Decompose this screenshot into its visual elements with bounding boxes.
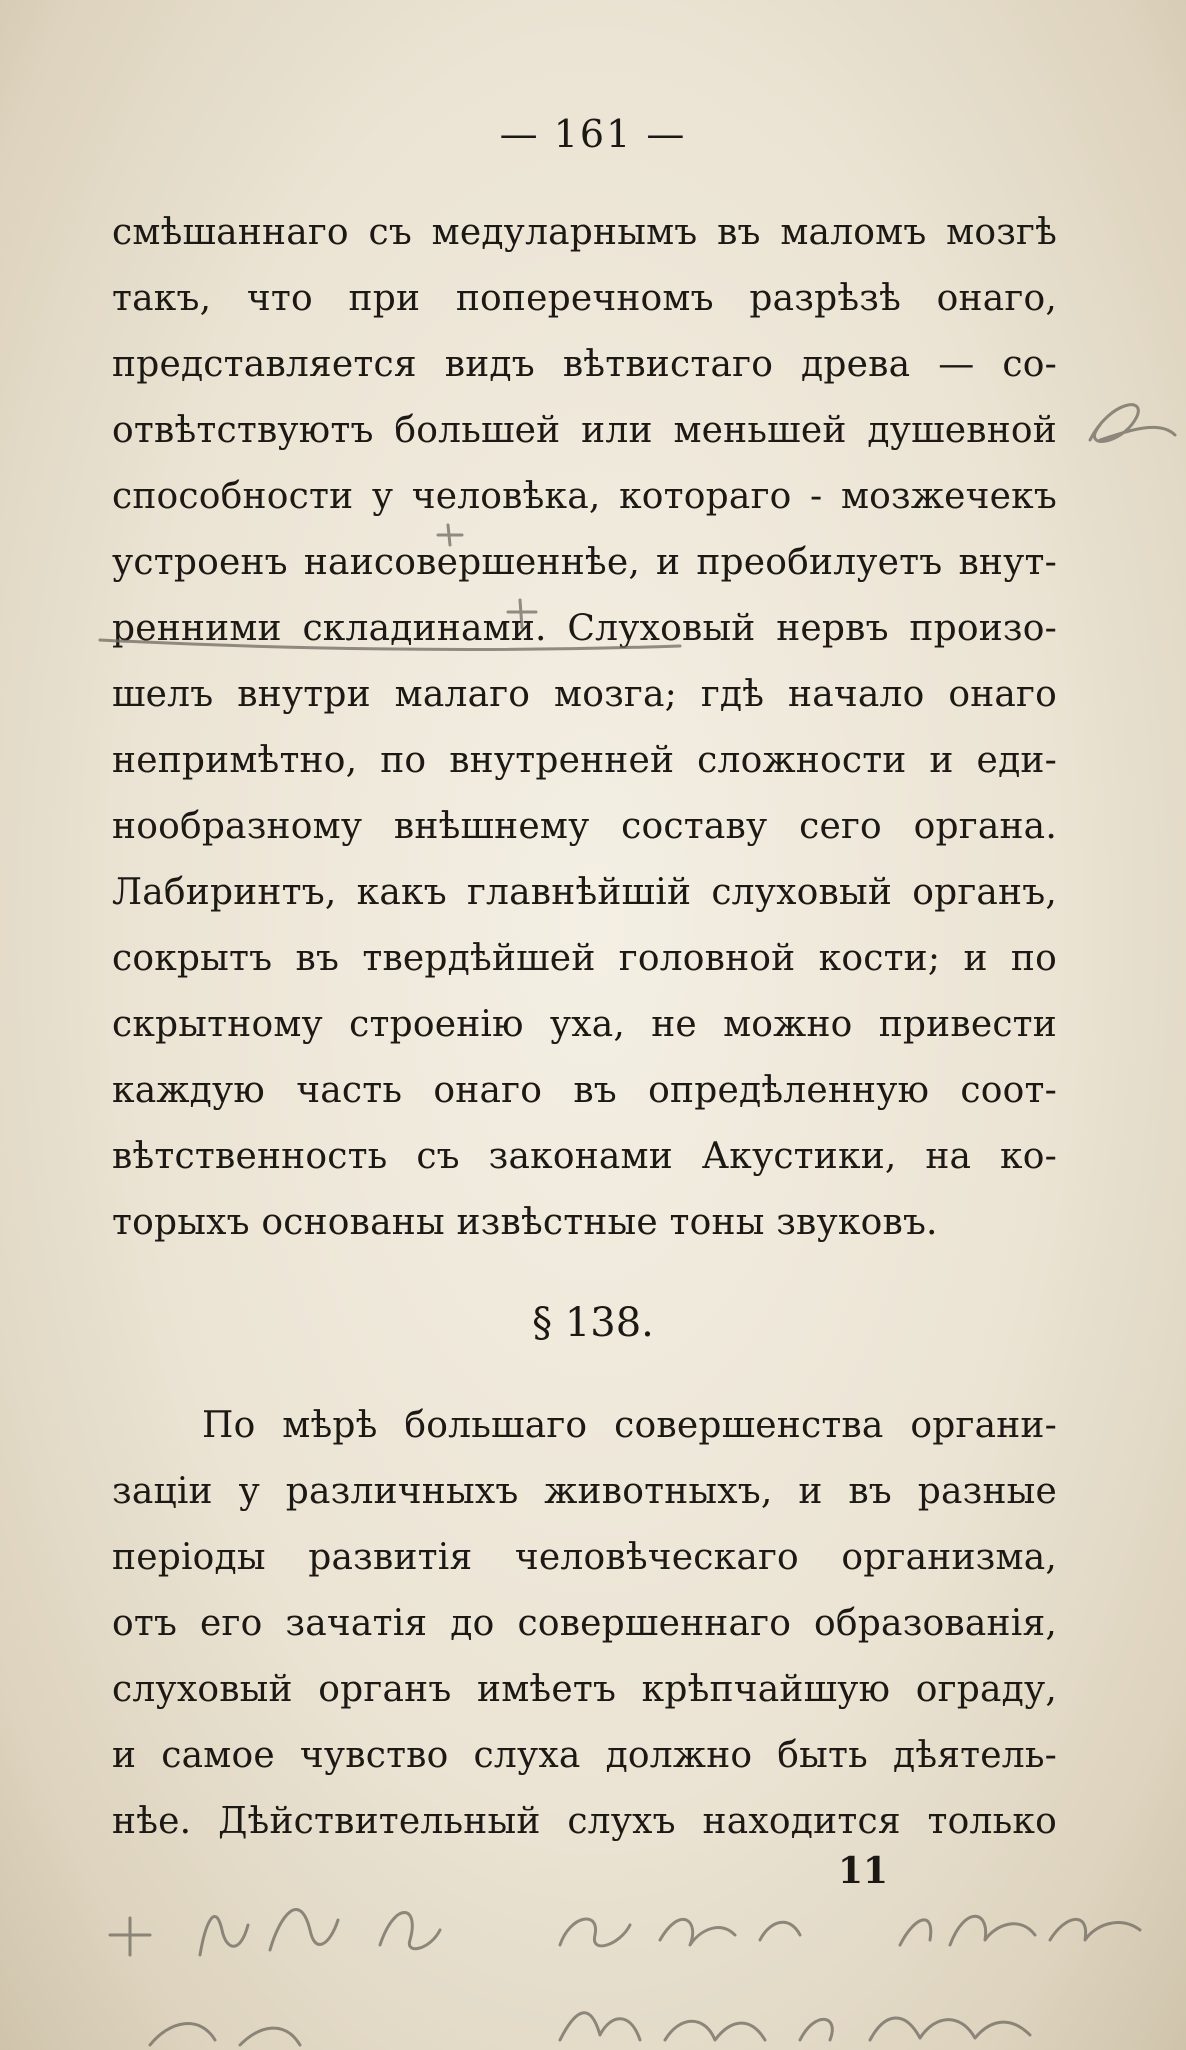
text-line: слуховый органъ имѣетъ крѣпчайшую ограду, bbox=[112, 1669, 1057, 1710]
text-line: ренними складинами. Слуховый нервъ произо- bbox=[112, 608, 1057, 649]
text-line: періоды развитія человѣческаго организма, bbox=[112, 1537, 1057, 1578]
text-line: нѣе. Дѣйствительный слухъ находится только bbox=[112, 1801, 1057, 1842]
text-line: способности у человѣка, котораго - мозжечекъ bbox=[112, 476, 1057, 517]
text-line: торыхъ основаны извѣстные тоны звуковъ. bbox=[112, 1202, 938, 1243]
text-line: отъ его зачатія до совершеннаго образованія, bbox=[112, 1603, 1057, 1644]
text-line: Лабиринтъ, какъ главнѣйшій слуховый органъ, bbox=[112, 872, 1057, 913]
handwritten-note bbox=[150, 2013, 1030, 2045]
text-line: скрытному строенію уха, не можно привести bbox=[112, 1004, 1057, 1045]
signature-mark: 11 bbox=[838, 1850, 889, 1892]
text-line: вѣтственность съ законами Акустики, на ко- bbox=[112, 1136, 1057, 1177]
text-line: и самое чувство слуха должно быть дѣятель- bbox=[112, 1735, 1057, 1776]
handwritten-note bbox=[110, 1910, 1140, 1955]
margin-squiggle bbox=[1090, 405, 1175, 442]
text-line: отвѣтствуютъ большей или меньшей душевной bbox=[112, 410, 1057, 451]
text-line: непримѣтно, по внутренней сложности и еди- bbox=[112, 740, 1057, 781]
text-line: шелъ внутри малаго мозга; гдѣ начало онаго bbox=[112, 674, 1057, 715]
paragraph-continued bbox=[112, 200, 1057, 1256]
text-line: нообразному внѣшнему составу сего органа. bbox=[112, 806, 1057, 847]
text-line: заціи у различныхъ животныхъ, и въ разные bbox=[112, 1471, 1057, 1512]
text-line: сокрытъ въ твердѣйшей головной кости; и по bbox=[112, 938, 1057, 979]
text-line: устроенъ наисовершеннѣе, и преобилуетъ внут- bbox=[112, 542, 1057, 583]
paragraph-section-138 bbox=[112, 1393, 1057, 1855]
text-line: такъ, что при поперечномъ разрѣзѣ онаго, bbox=[112, 278, 1057, 319]
text-line: каждую часть онаго въ опредѣленную соот- bbox=[112, 1070, 1057, 1111]
text-line: представляется видъ вѣтвистаго древа — со- bbox=[112, 344, 1057, 385]
section-heading: § 138. bbox=[532, 1300, 654, 1346]
page-number: — 161 — bbox=[499, 112, 687, 156]
text-line: По мѣрѣ большаго совершенства органи- bbox=[202, 1405, 1057, 1446]
text-line: смѣшаннаго съ медуларнымъ въ маломъ мозгѣ bbox=[112, 212, 1057, 253]
